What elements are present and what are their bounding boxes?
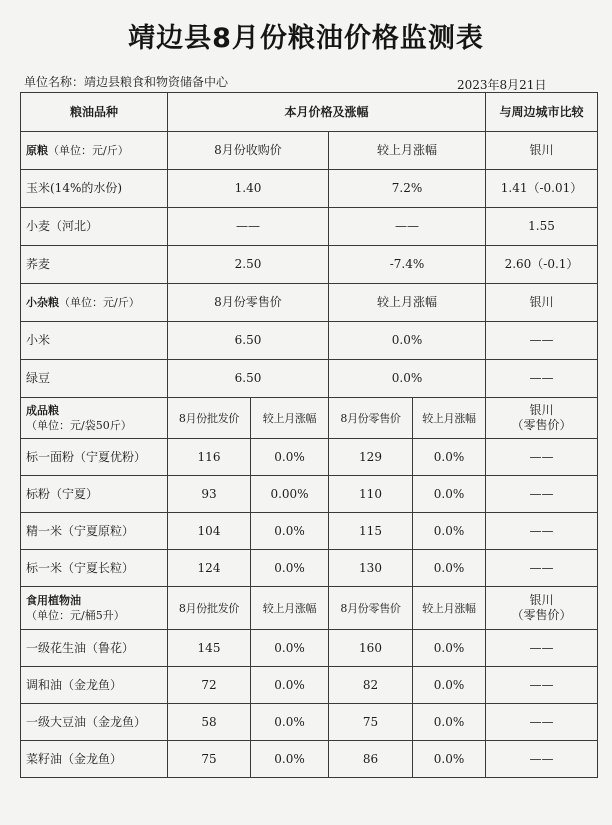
row-wholesale: 145 [168, 630, 251, 667]
row-price: 1.40 [168, 170, 329, 208]
section-name: 成品粮 [26, 404, 59, 417]
row-name: 一级花生油（鲁花） [21, 630, 168, 667]
header-current: 本月价格及涨幅 [168, 93, 486, 132]
row-change: -7.4% [329, 246, 486, 284]
col-header-line: （零售价） [511, 608, 572, 622]
table-row [21, 208, 598, 246]
row-change: 0.0% [329, 322, 486, 360]
section-name: 小杂粮 [26, 296, 59, 309]
row-compare: —— [486, 741, 598, 778]
header-row [21, 93, 598, 132]
row-w-change: 0.0% [251, 630, 329, 667]
row-wholesale: 72 [168, 667, 251, 704]
price-table [20, 92, 598, 778]
col-header: 8月份批发价 [168, 587, 251, 630]
section-name: 原粮 [26, 144, 48, 157]
row-compare: —— [486, 476, 598, 513]
row-price: —— [168, 208, 329, 246]
col-header [486, 398, 598, 439]
unit-value: 靖边县粮食和物资储备中心 [84, 75, 229, 89]
row-w-change: 0.0% [251, 513, 329, 550]
row-name: 玉米(14%的水份) [21, 170, 168, 208]
row-price: 6.50 [168, 360, 329, 398]
col-header: 较上月涨幅 [413, 587, 486, 630]
row-retail: 110 [329, 476, 413, 513]
table-row [21, 667, 598, 704]
col-header: 8月份零售价 [329, 587, 413, 630]
table-row [21, 360, 598, 398]
row-compare: —— [486, 360, 598, 398]
row-retail: 86 [329, 741, 413, 778]
col-header-line: 银川 [529, 593, 554, 607]
header-variety: 粮油品种 [21, 93, 168, 132]
row-retail: 130 [329, 550, 413, 587]
table-row [21, 322, 598, 360]
row-w-change: 0.0% [251, 439, 329, 476]
row-w-change: 0.0% [251, 741, 329, 778]
row-name: 标一米（宁夏长粒） [21, 550, 168, 587]
row-compare: —— [486, 704, 598, 741]
row-r-change: 0.0% [413, 704, 486, 741]
row-price: 6.50 [168, 322, 329, 360]
row-r-change: 0.0% [413, 741, 486, 778]
section-title [21, 398, 168, 439]
row-w-change: 0.0% [251, 667, 329, 704]
row-r-change: 0.0% [413, 550, 486, 587]
row-retail: 129 [329, 439, 413, 476]
row-retail: 160 [329, 630, 413, 667]
row-wholesale: 116 [168, 439, 251, 476]
row-retail: 75 [329, 704, 413, 741]
section-unit: （单位：元/桶5升） [26, 609, 125, 622]
table-row [21, 439, 598, 476]
row-w-change: 0.0% [251, 550, 329, 587]
row-name: 小麦（河北） [21, 208, 168, 246]
row-change: —— [329, 208, 486, 246]
row-name: 标粉（宁夏） [21, 476, 168, 513]
col-header: 较上月涨幅 [329, 284, 486, 322]
header-compare: 与周边城市比较 [486, 93, 598, 132]
row-wholesale: 58 [168, 704, 251, 741]
row-compare: 2.60（-0.1） [486, 246, 598, 284]
page-title: 靖边县8月份粮油价格监测表 [128, 23, 484, 54]
row-wholesale: 104 [168, 513, 251, 550]
table-row [21, 476, 598, 513]
row-r-change: 0.0% [413, 513, 486, 550]
col-header: 银川 [486, 284, 598, 322]
row-price: 2.50 [168, 246, 329, 284]
col-header: 较上月涨幅 [413, 398, 486, 439]
row-r-change: 0.0% [413, 476, 486, 513]
table-row [21, 550, 598, 587]
row-name: 小米 [21, 322, 168, 360]
section-header-oil [21, 587, 598, 630]
section-name: 食用植物油 [26, 594, 81, 607]
table-row [21, 246, 598, 284]
row-name: 绿豆 [21, 360, 168, 398]
section-header-minor [21, 284, 598, 322]
row-compare: —— [486, 439, 598, 476]
row-compare: —— [486, 513, 598, 550]
row-name: 精一米（宁夏原粒） [21, 513, 168, 550]
row-r-change: 0.0% [413, 439, 486, 476]
unit-label: 单位名称： [24, 75, 85, 89]
col-header: 银川 [486, 132, 598, 170]
table-row [21, 630, 598, 667]
row-compare: —— [486, 550, 598, 587]
section-title [21, 587, 168, 630]
row-wholesale: 75 [168, 741, 251, 778]
row-compare: 1.41（-0.01） [486, 170, 598, 208]
row-compare: 1.55 [486, 208, 598, 246]
row-wholesale: 93 [168, 476, 251, 513]
table-row [21, 704, 598, 741]
col-header: 较上月涨幅 [251, 587, 329, 630]
row-wholesale: 124 [168, 550, 251, 587]
table-row [21, 741, 598, 778]
row-r-change: 0.0% [413, 630, 486, 667]
row-name: 标一面粉（宁夏优粉） [21, 439, 168, 476]
row-change: 0.0% [329, 360, 486, 398]
row-name: 菜籽油（金龙鱼） [21, 741, 168, 778]
row-compare: —— [486, 322, 598, 360]
col-header-line: 银川 [529, 403, 554, 417]
col-header: 较上月涨幅 [251, 398, 329, 439]
section-header-grain [21, 132, 598, 170]
report-date: 2023年8月21日 [457, 78, 547, 92]
section-title [21, 132, 168, 170]
row-retail: 115 [329, 513, 413, 550]
table-row [21, 170, 598, 208]
section-title [21, 284, 168, 322]
row-change: 7.2% [329, 170, 486, 208]
row-name: 荞麦 [21, 246, 168, 284]
col-header-line: （零售价） [511, 418, 572, 432]
unit-name [24, 73, 228, 90]
col-header: 8月份收购价 [168, 132, 329, 170]
row-retail: 82 [329, 667, 413, 704]
row-name: 一级大豆油（金龙鱼） [21, 704, 168, 741]
col-header: 较上月涨幅 [329, 132, 486, 170]
col-header: 8月份批发价 [168, 398, 251, 439]
row-compare: —— [486, 630, 598, 667]
row-name: 调和油（金龙鱼） [21, 667, 168, 704]
row-w-change: 0.00% [251, 476, 329, 513]
col-header: 8月份零售价 [168, 284, 329, 322]
row-w-change: 0.0% [251, 704, 329, 741]
row-compare: —— [486, 667, 598, 704]
row-r-change: 0.0% [413, 667, 486, 704]
col-header: 8月份零售价 [329, 398, 413, 439]
section-unit: （单位：元/斤） [59, 296, 140, 309]
section-unit: （单位：元/袋50斤） [26, 419, 132, 432]
table-row [21, 513, 598, 550]
section-header-finished [21, 398, 598, 439]
section-unit: （单位：元/斤） [48, 144, 129, 157]
col-header [486, 587, 598, 630]
